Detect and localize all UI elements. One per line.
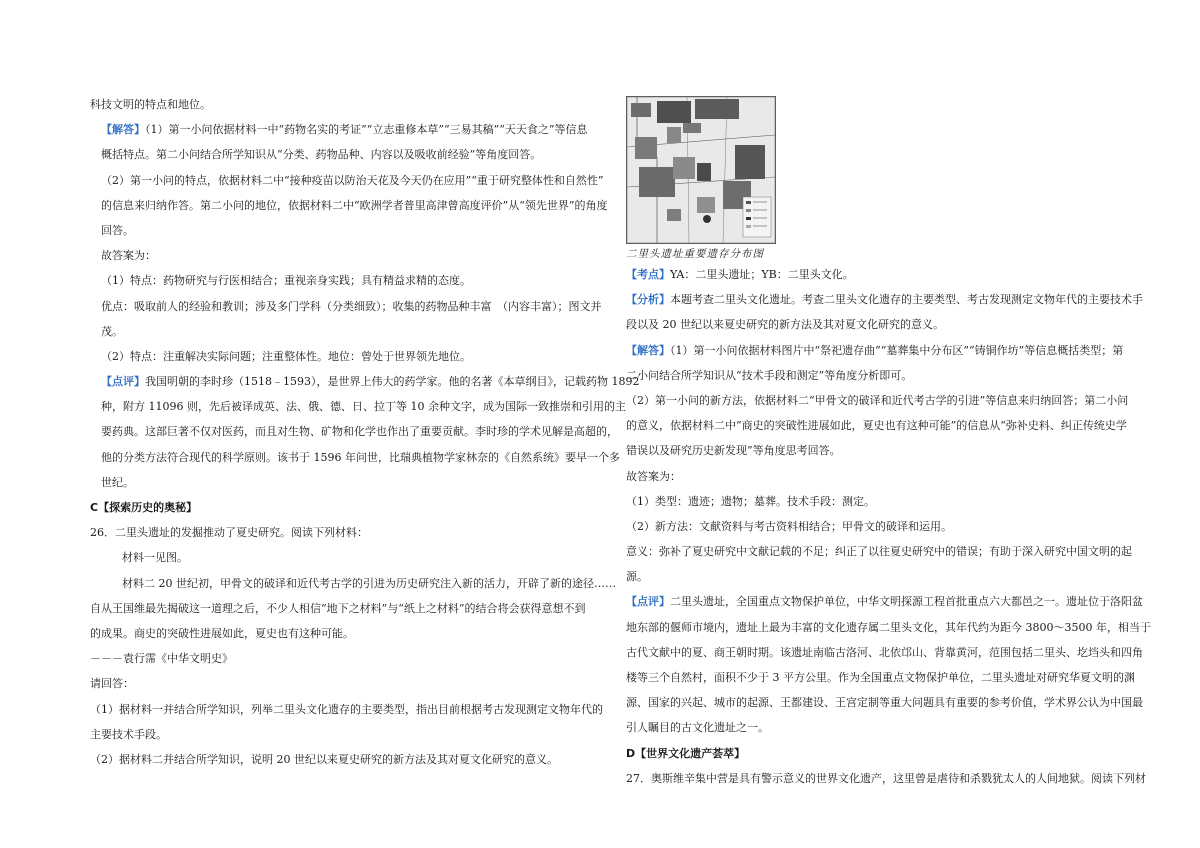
text-line: （2）据材料二并结合所学知识，说明 20 世纪以来夏史研究的新方法及其对夏文化研究的意义。	[90, 752, 558, 766]
question-line: 26．二里头遗址的发掘推动了夏史研究。阅读下列材料：	[90, 526, 368, 540]
site-map-image	[626, 96, 776, 244]
text-line: 的信息来归纳作答。第二小问的地位，依据材料二中“欧洲学者普里高津曾高度评价”从“领先世界”的角度	[101, 198, 608, 212]
text-line: （2）特点：注重解决实际问题；注重整体性。地位：曾处于世界领先地位。	[101, 349, 471, 363]
text-line: 故答案为：	[101, 249, 156, 263]
section-heading: D【世界文化遗产荟萃】	[626, 746, 746, 760]
text-line: 我国明朝的李时珍（1518﹣1593），是世界上伟大的药学家。他的名著《本草纲目》，记载药物 1892	[145, 375, 640, 389]
answer-tag: 【解答】	[626, 343, 670, 357]
text-line: 错误以及研究历史新发现”等角度思考回答。	[626, 444, 841, 458]
text-line: 自从王国维最先揭破这一道理之后，不少人相信“地下之材料”与“纸上之材料”的结合将会获得意想不到	[90, 601, 586, 615]
text-line: 材料二 20 世纪初，甲骨文的破译和近代考古学的引进为历史研究注入新的活力，开辟了新的途径……	[122, 576, 616, 590]
text-line: 优点：吸取前人的经验和教训；涉及多门学科（分类细致）；收集的药物品种丰富 （内容丰富）；图文并	[101, 299, 602, 313]
question-line: 27．奥斯维辛集中营是具有警示意义的世界文化遗产，这里曾是虐待和杀戮犹太人的人间地狱。阅读下列材	[626, 771, 1146, 785]
comment-paragraph	[626, 589, 1143, 614]
text-line: 源、国家的兴起、城市的起源、王都建设、王宫定制等重大问题具有重要的参考价值，学术界公认为中国最	[626, 696, 1143, 710]
text-line: 科技文明的特点和地位。	[90, 98, 211, 111]
analysis-tag: 【分析】	[626, 293, 670, 307]
text-line: （1）据材料一并结合所学知识，列举二里头文化遗存的主要类型，指出目前根据考古发现测定文物年代的	[90, 702, 603, 716]
left-column	[90, 92, 640, 772]
text-line: 他的分类方法符合现代的科学原则。该书于 1596 年问世，比瑞典植物学家林奈的《自然系统》要早一个多	[101, 450, 620, 464]
text-line: （2）第一小问的新方法，依据材料二“甲骨文的破译和近代考古学的引进”等信息来归纳回答；第二小问	[626, 393, 1129, 407]
right-column	[626, 96, 1151, 791]
text-line: 楼等三个自然村，面积不少于 3 平方公里。作为全国重点文物保护单位，二里头遗址对研究华夏文明的渊	[626, 671, 1135, 684]
text-line: 茂。	[101, 324, 123, 338]
site-map-figure	[626, 96, 778, 262]
comment-paragraph	[90, 369, 640, 394]
text-line: 的意义，依据材料二中“商史的突破性进展如此，夏史也有这种可能”的信息从“弥补史料、纠正传统史学	[626, 419, 1127, 433]
text-line: （1）类型：遗迹；遗物；墓葬。技术手段：测定。	[626, 494, 875, 508]
text-line: 世纪。	[101, 475, 134, 489]
answer-paragraph	[626, 338, 1124, 363]
text-line: 二小问结合所学知识从“技术手段和测定”等角度分析即可。	[626, 368, 913, 382]
source-line: －－－袁行霈《中华文明史》	[90, 652, 233, 666]
section-heading: C【探索历史的奥秘】	[90, 501, 198, 514]
text-line: 引人瞩目的古文化遗址之一。	[626, 721, 769, 735]
text-line: 种，附方 11096 则，先后被译成英、法、俄、德、日、拉丁等 10 余种文字，成为国际一致推崇和引用的主	[101, 400, 626, 414]
text-line: 的成果。商史的突破性进展如此，夏史也有这种可能。	[90, 626, 354, 640]
text-line: 主要技术手段。	[90, 727, 167, 741]
map-caption: 二里头遗址重要遗存分布图	[626, 248, 764, 260]
answer-tag: 【解答】	[101, 123, 145, 137]
analysis-paragraph	[626, 287, 1143, 312]
text-line: 本题考查二里头文化遗址。考查二里头文化遗存的主要类型、考古发现测定文物年代的主要技术手	[670, 293, 1143, 307]
text-line: 材料一见图。	[122, 551, 188, 565]
map-drawing	[627, 97, 775, 243]
answer-paragraph	[90, 117, 588, 142]
text-line: 古代文献中的夏、商王朝时期。该遗址南临古洛河、北依邙山、背靠黄河，范围包括二里头、圪垱头和四角	[626, 645, 1143, 659]
text-line: 概括特点。第二小问结合所学知识从“分类、药物品种、内容以及吸收前经验”等角度回答。	[101, 148, 542, 162]
text-line: YA：二里头遗址；YB：二里头文化。	[670, 268, 854, 281]
text-line: （1）特点：药物研究与行医相结合；重视亲身实践；具有精益求精的态度。	[101, 274, 471, 288]
comment-tag: 【点评】	[626, 595, 670, 609]
text-line: （1）第一小问依据材料图片中“祭祀遗存曲”“墓葬集中分布区”“铸铜作坊”等信息概括类型；第	[670, 343, 1124, 357]
text-line: 请回答：	[90, 677, 134, 691]
text-line: （2）新方法：文献资料与考古资料相结合；甲骨文的破译和运用。	[626, 519, 952, 533]
text-line: 段以及 20 世纪以来夏史研究的新方法及其对夏文化研究的意义。	[626, 318, 944, 332]
comment-tag: 【点评】	[101, 375, 145, 389]
text-line: 故答案为：	[626, 469, 681, 483]
text-line: （1）第一小问依据材料一中“药物名实的考证”“立志重修本草”“三易其稿”“天天食之”等信息	[145, 123, 588, 137]
text-line: 源。	[626, 570, 648, 584]
kaodian-tag: 【考点】	[626, 268, 670, 281]
text-line: 回答。	[101, 223, 134, 237]
text-line: 意义：弥补了夏史研究中文献记载的不足；纠正了以往夏史研究中的错误；有助于深入研究中国文明的起	[626, 545, 1132, 559]
kaodian-paragraph	[626, 262, 1102, 287]
text-line: （2）第一小问的特点，依据材料二中“接种疫苗以防治天花及今天仍在应用”“重于研究整体性和自然性”	[101, 173, 604, 187]
text-line: 要药典。这部巨著不仅对医药，而且对生物、矿物和化学也作出了重要贡献。李时珍的学术见解是高超的，	[101, 425, 618, 439]
text-line: 地东部的偃师市境内，遗址上最为丰富的文化遗存属二里头文化，其年代约为距今 3800～3500 年，相当于	[626, 620, 1151, 634]
text-line: 二里头遗址，全国重点文物保护单位，中华文明探源工程首批重点六大都邑之一。遗址位于洛阳盆	[670, 595, 1143, 609]
